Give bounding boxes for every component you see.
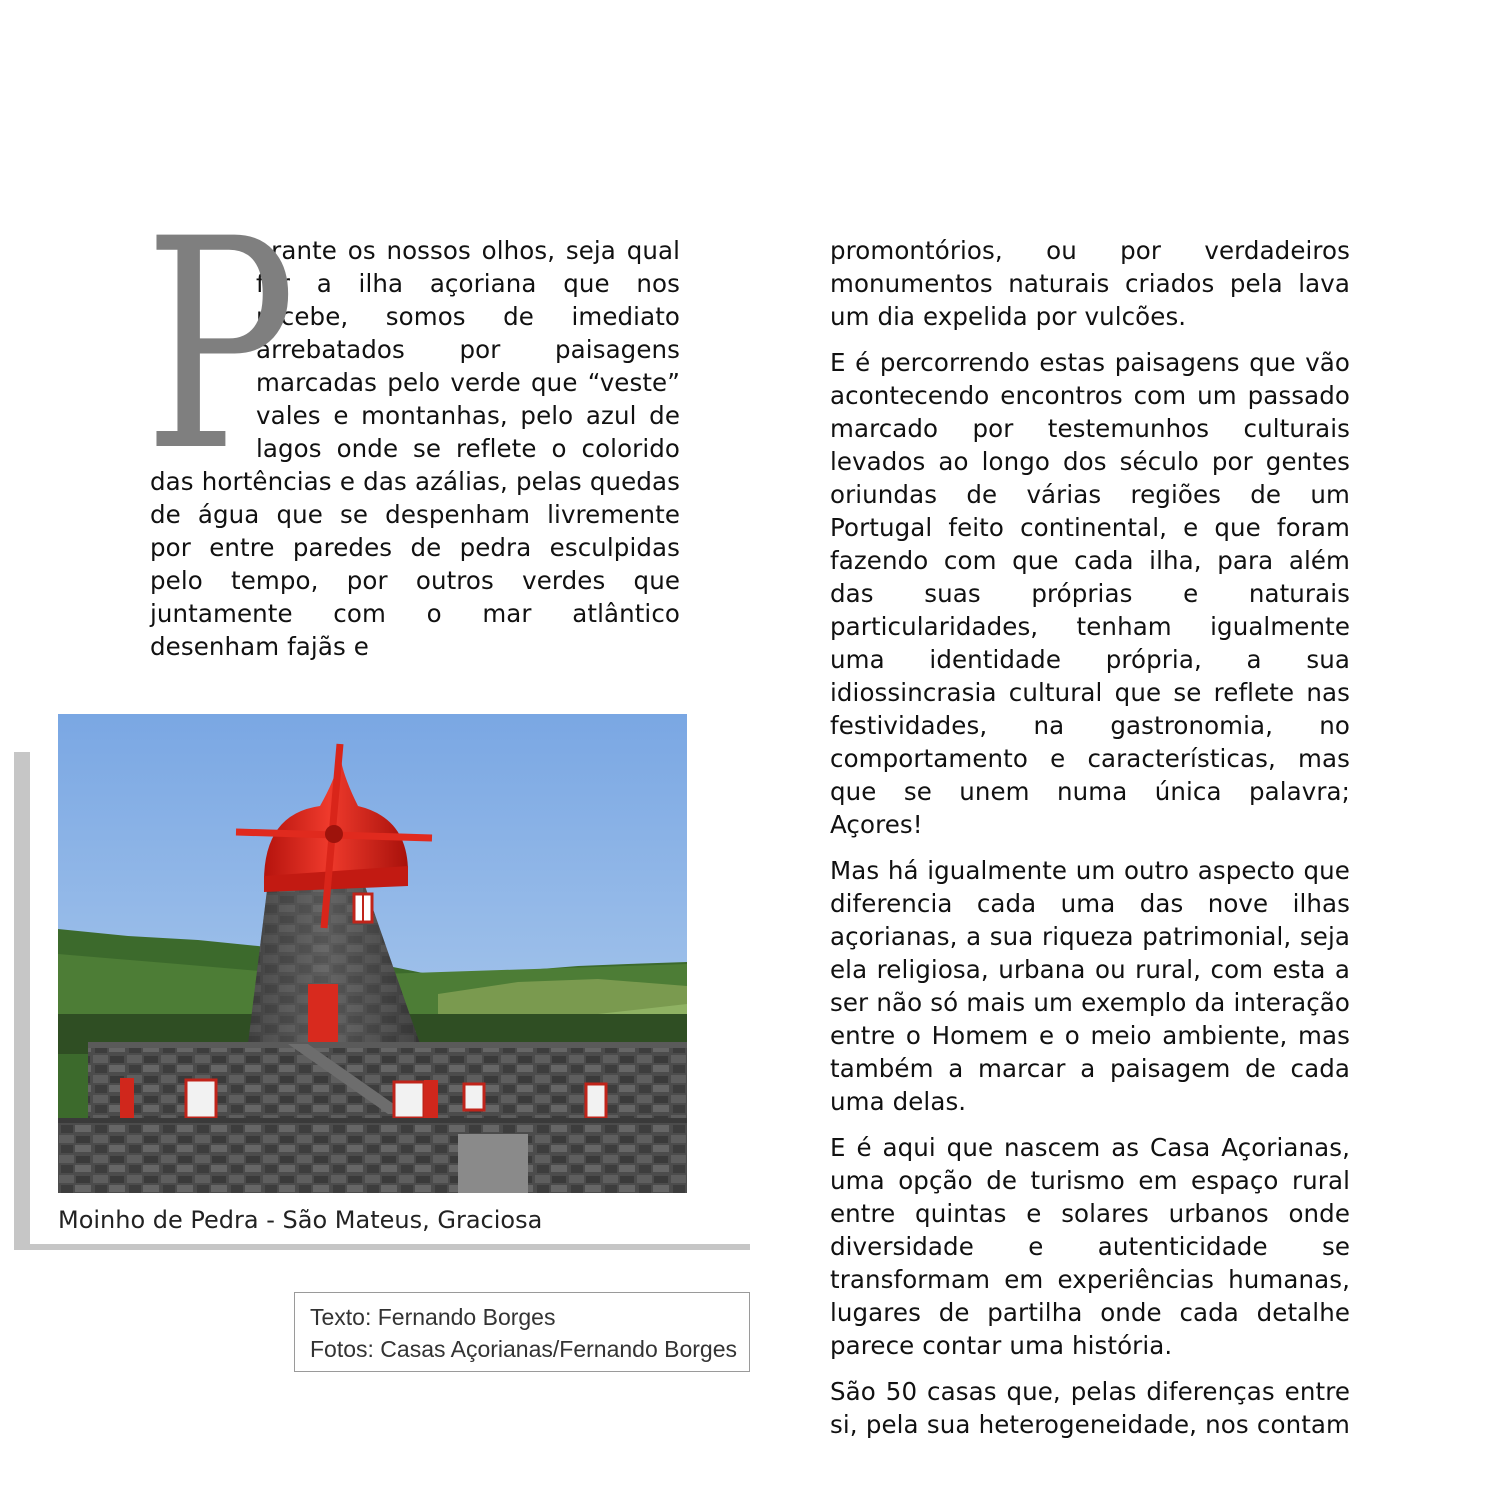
windmill-photo	[58, 714, 687, 1193]
paragraph-intro: erante os nossos olhos, seja qual for a ilha açoriana que nos recebe, somos de imediato arrebatados por paisagens marcadas pelo verde que “veste” vales e montanhas, pelo azul de lagos onde se reflete o colorido das hortências e das azálias, pelas quedas de água que se despenham livremente por entre paredes de pedra esculpidas pelo tempo, por outros verdes que juntamente com o mar atlântico desenham fajãs e	[150, 236, 680, 661]
photo-frame-left-bar	[14, 752, 30, 1250]
paragraph-4: E é aqui que nascem as Casa Açorianas, uma opção de turismo em espaço rural entre quintas e solares urbanos onde diversidade e autenticidade se transformam em experiências humanas, lugares de partilha onde cada detalhe parece contar uma história.	[830, 1133, 1350, 1360]
article-column-right	[830, 234, 1350, 1454]
credits-photo-author: Fotos: Casas Açorianas/Fernando Borges	[310, 1336, 738, 1362]
photo-caption: Moinho de Pedra - São Mateus, Graciosa	[58, 1206, 543, 1234]
drop-cap: P	[144, 178, 297, 515]
paragraph-3: Mas há igualmente um outro aspecto que diferencia cada uma das nove ilhas açorianas, a sua riqueza patrimonial, seja ela religiosa, urbana ou rural, com esta a ser não só mais um exemplo da interação entre o Homem e o meio ambiente, mas também a marcar a paisagem de cada uma delas.	[830, 856, 1350, 1116]
paragraph-2: E é percorrendo estas paisagens que vão acontecendo encontros com um passado marcado por testemunhos culturais levados ao longo dos século por gentes oriundas de várias regiões de um Portugal feito continental, e que foram fazendo com que cada ilha, para além das suas próprias e naturais particularidades, tenham igualmente uma identidade própria, a sua idiossincrasia cultural que se reflete nas festividades, na gastronomia, no comportamento e características, mas que se unem numa única palavra; Açores!	[830, 348, 1350, 839]
photo-frame-bottom-bar	[14, 1244, 750, 1250]
credits-text-author: Texto: Fernando Borges	[310, 1304, 556, 1330]
paragraph-1: promontórios, ou por verdadeiros monumentos naturais criados pela lava um dia expelida por vulcões.	[830, 236, 1350, 331]
credits-box	[294, 1292, 750, 1372]
paragraph-5: São 50 casas que, pelas diferenças entre si, pela sua heterogeneidade, nos contam	[830, 1377, 1350, 1439]
article-column-left	[144, 178, 680, 663]
